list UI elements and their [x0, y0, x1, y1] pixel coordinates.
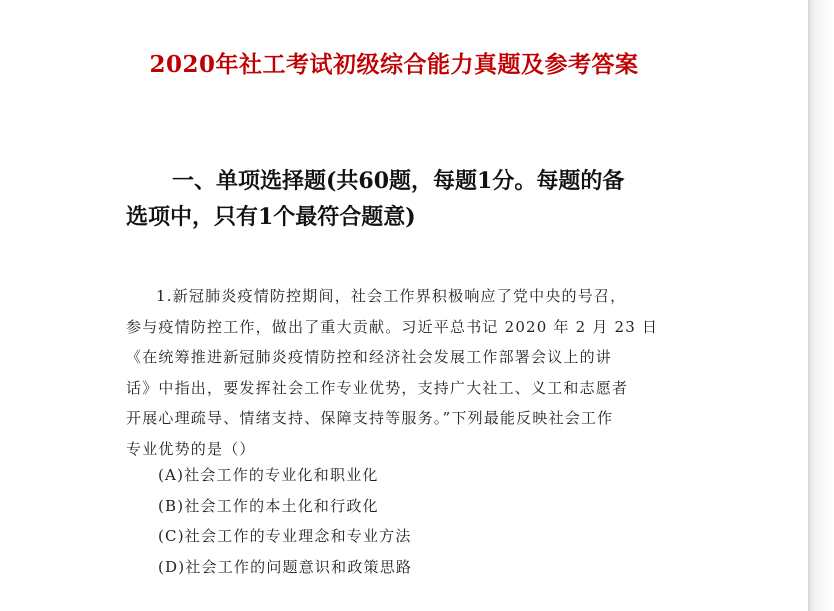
question-line: 话》中指出，要发挥社会工作专业优势，支持广大社工、义工和志愿者 [126, 378, 629, 397]
question-stem [126, 281, 686, 464]
question-line: 开展心理疏导、情绪支持、保障支持等服务。”下列最能反映社会工作 [126, 409, 614, 427]
question-line: 1.新冠肺炎疫情防控期间，社会工作界积极响应了党中央的号召， [156, 287, 627, 305]
page-edge-shadow [808, 0, 834, 611]
question-line: 参与疫情防控工作，做出了重大贡献。习近平总书记 2020 年 2 月 23 日 [126, 317, 659, 336]
answer-options [158, 460, 412, 582]
option-c: (C)社会工作的专业理念和专业方法 [158, 527, 412, 545]
option-d: (D)社会工作的问题意识和政策思路 [158, 557, 413, 576]
section-heading-line-2: 选项中，只有1个最符合题意) [126, 204, 416, 230]
section-heading [126, 163, 686, 235]
question-line: 专业优势的是（） [126, 439, 256, 458]
option-b: (B)社会工作的本土化和行政化 [158, 496, 379, 515]
document-title: 2020年社工考试初级综合能力真题及参考答案 [149, 51, 639, 78]
question-line: 《在统筹推进新冠肺炎疫情防控和经济社会发展工作部署会议上的讲 [126, 348, 613, 366]
option-a: (A)社会工作的专业化和职业化 [158, 466, 379, 484]
section-heading-line-1: 一、单项选择题(共60题，每题1分。每题的备 [172, 168, 625, 194]
